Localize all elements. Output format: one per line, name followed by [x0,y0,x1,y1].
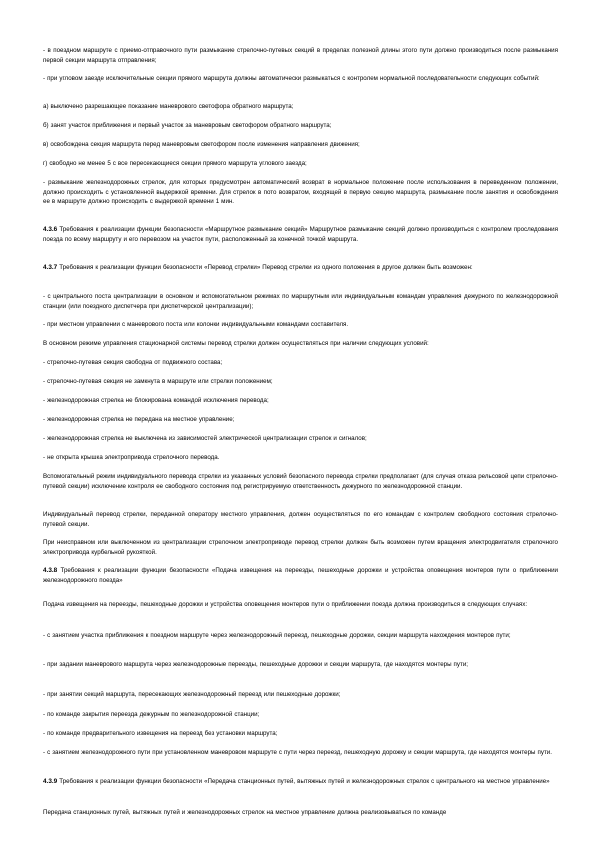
paragraph-text: - в поездном маршруте с приемо-отправочного пути размыкание стрелочно-путевых секций в пределах полезной длины этого пути должно производиться после размыкания первой секции маршрута отправления; [43,47,558,64]
section-number: 4.3.8 [43,567,58,574]
paragraph [43,472,558,491]
paragraph [43,748,558,758]
paragraph-text: - по команде закрытия переезда дежурным по железнодорожной станции; [43,711,260,718]
paragraph-text: г) свободно не менее 5 с все пересекающиеся секции прямого маршрута углового заезда; [43,160,307,167]
paragraph [43,159,558,169]
paragraph-text: - с занятием железнодорожного пути при установленном маневровом маршруте с пути через переезд, пешеходную дорожку и секции маршрута, где находятся монтеры пути. [43,749,552,756]
paragraph [43,74,558,84]
paragraph-text: а) выключено разрешающее показание маневрового светофора обратного маршрута; [43,103,294,110]
paragraph [43,808,558,818]
paragraph-text: - размыкание железнодорожных стрелок, для которых предусмотрен автоматический возврат в нормальное положение после использования в переведенном положении, должно происходить с установленной выдержкой времени. Для стрелок в пото возвратом, входящей в первую секцию маршрута, размыкание после занятия и освобождения ее в маршруте должно происходить с выдержкой времени 1 мин. [43,179,558,206]
paragraph [43,600,558,610]
paragraph-text: В основном режиме управления стационарной системы перевод стрелки должен осуществляться при наличии следующих условий: [43,340,429,347]
paragraph-text: - железнодорожная стрелка не блокирована командой исключения перевода; [43,397,269,404]
paragraph [43,710,558,720]
section-number: 4.3.6 [43,226,58,233]
section-text: Требования к реализации функции безопасности «Перевод стрелки» Перевод стрелки из одного положения в другое должен быть возможен: [57,264,473,271]
paragraph-text: - стрелочно-путевая секция не замкнута в маршруте или стрелки положением; [43,378,273,385]
paragraph [43,631,558,641]
paragraph [43,538,558,557]
paragraph-text: - при местном управлении с маневрового поста или колонки индивидуальными командами составителя. [43,321,349,328]
section-heading [43,225,558,244]
paragraph [43,453,558,463]
paragraph [43,690,558,700]
paragraph [43,102,558,112]
paragraph [43,358,558,368]
paragraph-text: Индивидуальный перевод стрелки, переданной оператору местного управления, должен осуществляться по его командам с контролем свободного состояния стрелочно-путевой секции. [43,511,558,528]
paragraph-text: - при занятии секций маршрута, пересекающих железнодорожный переезд или пешеходные дорожки; [43,691,341,698]
paragraph [43,339,558,349]
section-heading [43,566,558,585]
paragraph-text: - по команде предварительного извещения на переезд без установки маршрута; [43,730,278,737]
paragraph [43,292,558,311]
paragraph-text: Вспомогательный режим индивидуального перевода стрелки из указанных условий безопасного перевода стрелки предполагает (для случая отказа рельсовой цепи стрелочно-путевой секции) исключение контроля ее свободного состояния под регистрируемую ответственность дежурного по железнодорожной станции. [43,473,558,490]
paragraph-text: - не открыта крышка электропривода стрелочного перевода. [43,454,220,461]
paragraph-text: Передача станционных путей, вытяжных путей и железнодорожных стрелок на местное управление должна реализовываться по команде [43,809,447,816]
paragraph [43,510,558,529]
paragraph-text: - при задании маневрового маршрута через железнодорожные переезды, пешеходные дорожки и секции маршрута, где находятся монтеры пути; [43,661,469,668]
paragraph-text: - железнодорожная стрелка не выключена из зависимостей электрической централизации стрелок и сигналов; [43,435,367,442]
paragraph-text: - при угловом заезде исключительные секции прямого маршрута должны автоматически размыкаться с контролем нормальной последовательности следующих событий: [43,75,540,82]
paragraph [43,415,558,425]
paragraph-text: Подача извещения на переезды, пешеходные дорожки и устройства оповещения монтеров пути о приближении поезда должна производиться в следующих случаях: [43,601,528,608]
paragraph [43,434,558,444]
section-number: 4.3.9 [43,778,58,785]
paragraph-text: При неисправном или выключенном из централизации стрелочном электроприводе перевод стрелки должен быть возможен путем вращения электродвигателя стрелочного электропривода курбельной рукояткой. [43,539,558,556]
paragraph [43,121,558,131]
paragraph-text: в) освобождена секция маршрута перед маневровым светофором после изменения направления движения; [43,141,360,148]
section-text: Требования к реализации функции безопасности «Передача станционных путей, вытяжных путей и железнодорожных стрелок с центрального на местное управление» [57,778,550,785]
paragraph-text: - стрелочно-путевая секция свободна от подвижного состава; [43,359,223,366]
section-number: 4.3.7 [43,264,58,271]
paragraph-text: - с занятием участка приближения к поездном маршруте через железнодорожный переезд, пешеходные дорожки, секции маршрута нахождения монтеров пути; [43,632,511,639]
section-heading [43,777,558,787]
section-text: Требования к реализации функции безопасности «Подача извещения на переезды, пешеходные дорожки и устройства оповещения монтеров пути о приближении железнодорожного поезда» [43,567,558,584]
paragraph [43,396,558,406]
paragraph [43,320,558,330]
paragraph [43,178,558,207]
paragraph [43,377,558,387]
section-text: Требования к реализации функции безопасности «Маршрутное размыкание секций» Маршрутное размыкание секций должно производиться с контролем проследования поезда по всему маршруту и его перевозом на участок пути, расположенный за конечной точкой маршрута. [43,226,558,243]
paragraph-text: б) занят участок приближения и первый участок за маневровым светофором обратного маршрута; [43,122,332,129]
paragraph [43,46,558,65]
section-heading [43,263,558,273]
paragraph [43,140,558,150]
paragraph [43,660,558,670]
paragraph-text: - с центрального поста централизации в основном и вспомогательном режимах по маршрутным или индивидуальным командам управления дежурного по железнодорожной станции (или поездного диспетчера при диспетчерской централизации); [43,293,558,310]
paragraph-text: - железнодорожная стрелка не передана на местное управление; [43,416,235,423]
paragraph [43,729,558,739]
